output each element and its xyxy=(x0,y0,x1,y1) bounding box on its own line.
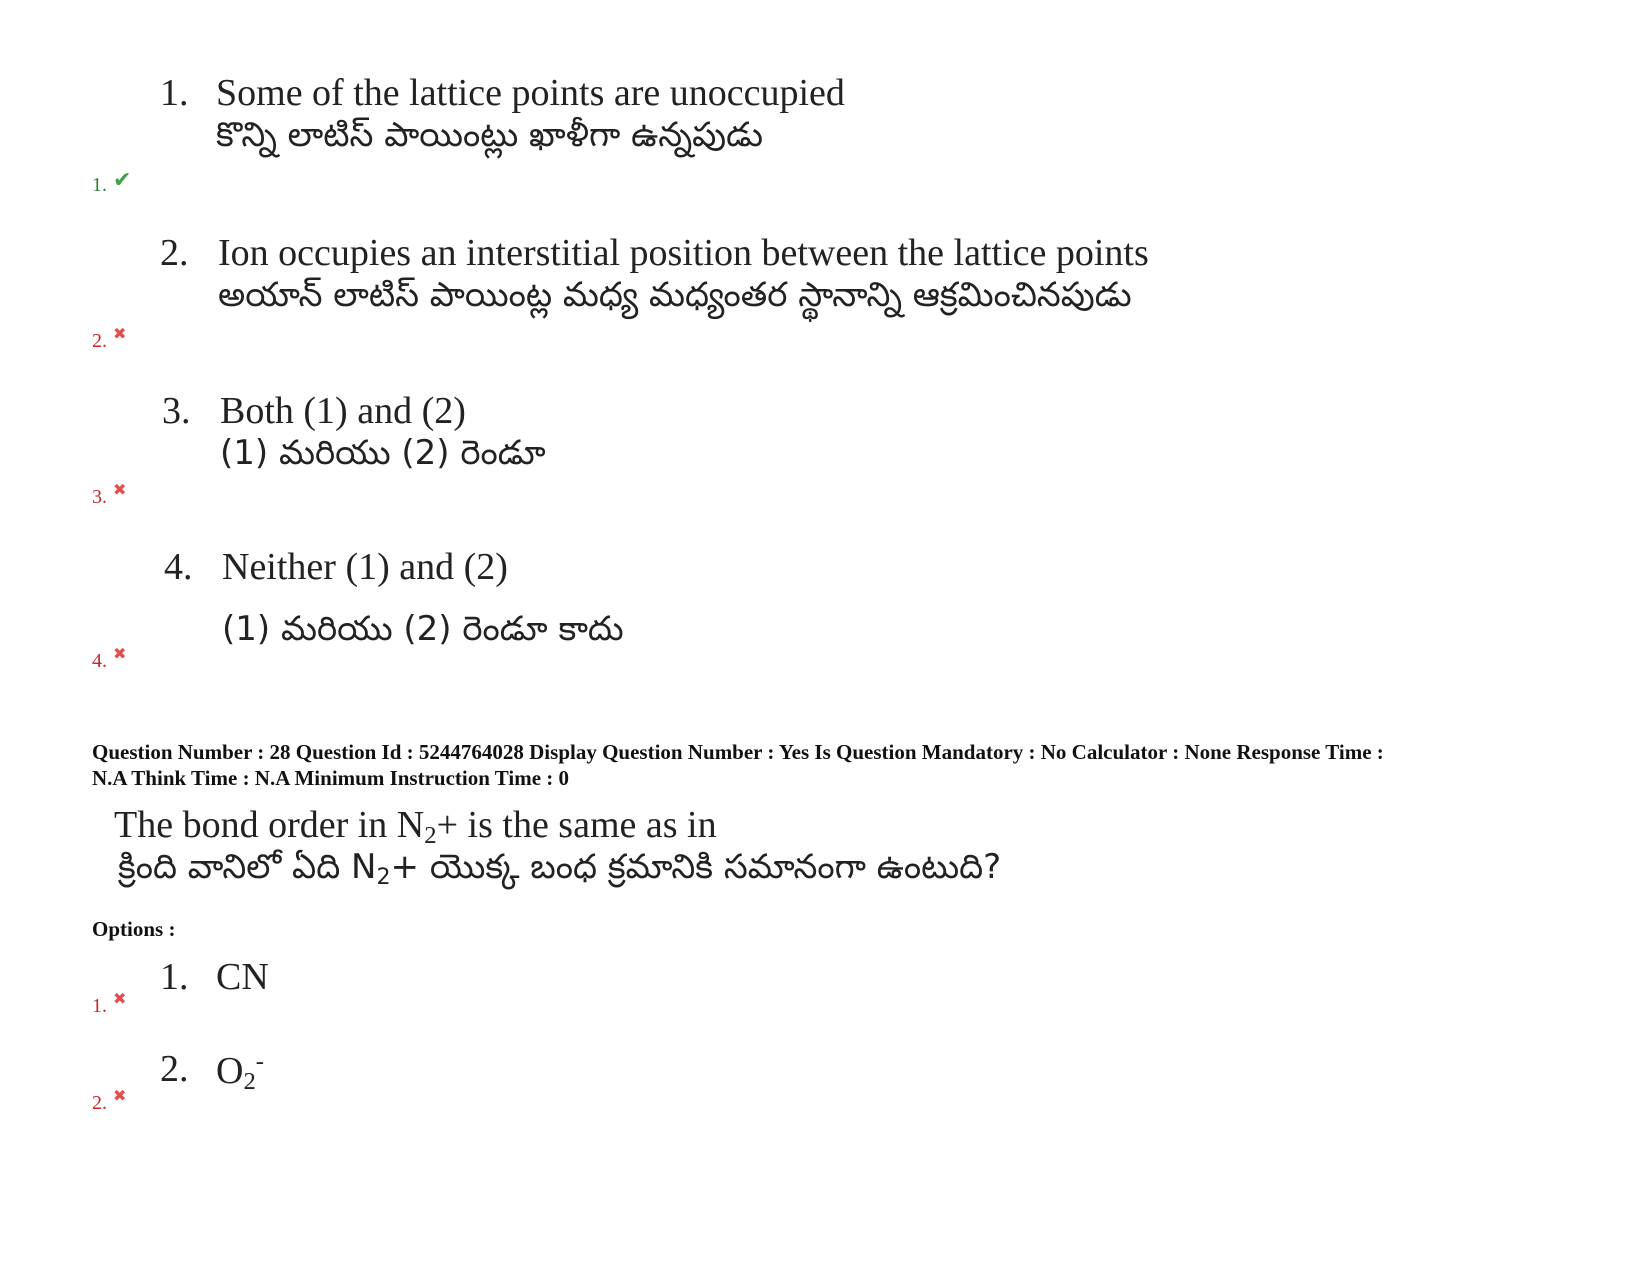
cross-icon: ✖ xyxy=(113,480,127,499)
superscript: - xyxy=(255,1048,265,1075)
subscript: 2 xyxy=(243,1068,256,1095)
option-text xyxy=(216,1050,264,1095)
marker-label: 2. xyxy=(92,330,107,352)
option-number: 1. xyxy=(160,72,189,114)
option-text: CN xyxy=(216,956,269,998)
option-number: 2. xyxy=(160,232,189,274)
check-icon: ✔ xyxy=(113,168,132,193)
option-number: 3. xyxy=(162,390,191,432)
cross-icon: ✖ xyxy=(113,324,127,343)
question-text-part: + is the same as in xyxy=(436,804,717,846)
subscript: 2 xyxy=(376,864,391,890)
option-status-marker xyxy=(92,991,126,1016)
option-text-english: Neither (1) and (2) xyxy=(222,546,508,588)
option-number: 4. xyxy=(164,546,193,588)
question-text-part: + యొక్క బంధ క్రమానికి సమానంగా ఉంటుది? xyxy=(390,847,1002,887)
option-number: 1. xyxy=(160,956,189,998)
question-text-part: The bond order in N xyxy=(114,804,425,846)
option-status-marker xyxy=(92,170,131,195)
option-text-telugu: కొన్ని లాటిస్ పాయింట్లు ఖాళీగా ఉన్నపుడు xyxy=(216,115,764,155)
marker-label: 3. xyxy=(92,486,107,508)
marker-label: 4. xyxy=(92,650,107,672)
option-text-english: Both (1) and (2) xyxy=(220,390,466,432)
question-meta xyxy=(92,739,1562,791)
cross-icon: ✖ xyxy=(113,989,127,1008)
question-text-telugu xyxy=(118,847,1002,890)
option-text-telugu: (1) మరియు (2) రెండూ xyxy=(220,433,546,473)
question-text-english xyxy=(114,806,717,849)
marker-label: 2. xyxy=(92,1092,107,1114)
option-text-english: Some of the lattice points are unoccupied xyxy=(216,72,845,114)
options-label: Options : xyxy=(92,917,176,941)
option-status-marker xyxy=(92,482,126,507)
option-text-telugu: (1) మరియు (2) రెండూ కాదు xyxy=(222,609,624,649)
marker-label: 1. xyxy=(92,174,107,196)
option-text-english: Ion occupies an interstitial position between the lattice points xyxy=(218,232,1149,274)
question-text-part: క్రింది వానిలో ఏది N xyxy=(118,847,377,887)
formula-base: O xyxy=(216,1050,244,1092)
option-text-telugu: అయాన్ లాటిస్ పాయింట్ల మధ్య మధ్యంతర స్థానాన్ని ఆక్రమించినపుడు xyxy=(218,275,1132,315)
option-status-marker xyxy=(92,646,126,671)
cross-icon: ✖ xyxy=(113,644,127,663)
question-meta-line-2: N.A Think Time : N.A Minimum Instruction Time : 0 xyxy=(92,766,570,790)
marker-label: 1. xyxy=(92,995,107,1017)
option-number: 2. xyxy=(160,1048,189,1090)
option-status-marker xyxy=(92,1088,126,1113)
question-meta-line-1: Question Number : 28 Question Id : 5244764028 Display Question Number : Yes Is Question Mandatory : No Calculator : None Response Time : xyxy=(92,740,1384,764)
subscript: 2 xyxy=(424,822,437,849)
cross-icon: ✖ xyxy=(113,1086,127,1105)
option-status-marker xyxy=(92,326,126,351)
